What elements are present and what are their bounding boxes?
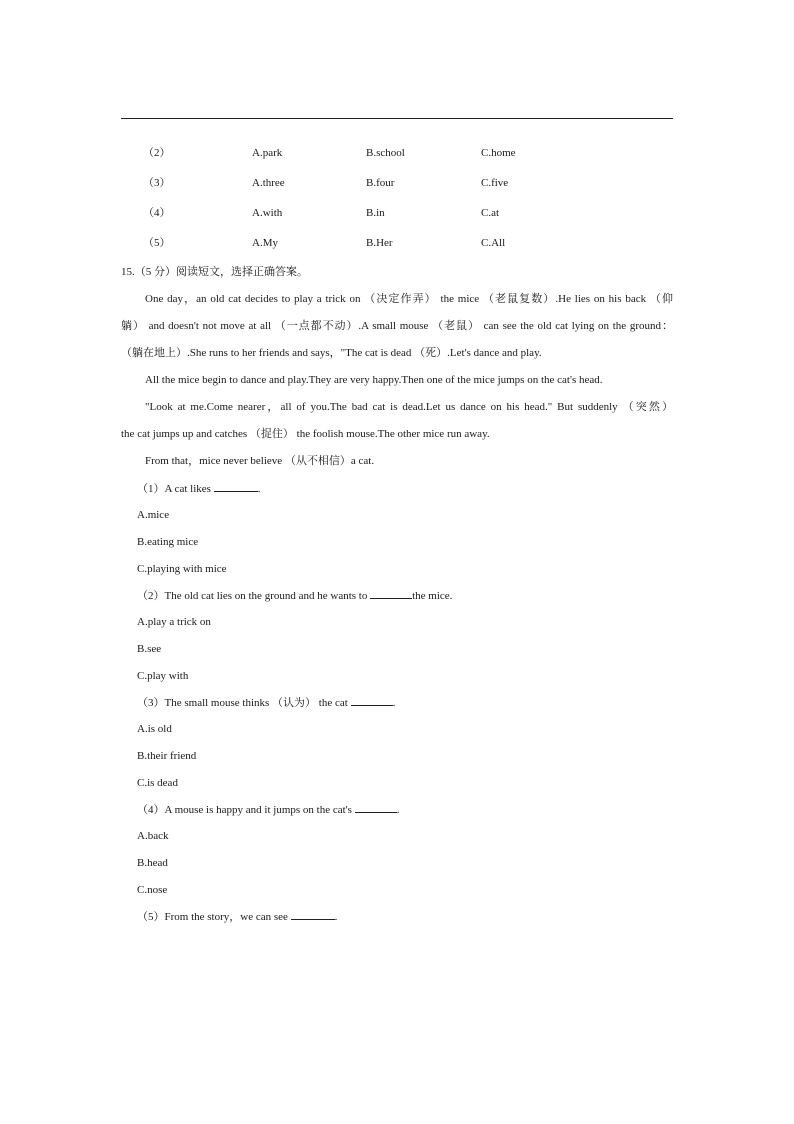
passage-line: "Look at me.Come nearer，all of you.The bad cat is dead.Let us dance on his head." But suddenly （突然） [145,401,673,413]
option-a: A.with [252,207,283,219]
sub-question-tail: . [257,483,261,495]
passage-line: From that，mice never believe （从不相信）a cat. [145,455,375,467]
option-row [0,235,794,251]
sub-question-tail: the mice. [412,590,453,602]
sub-question [137,801,399,817]
option-c: C.five [481,177,509,189]
answer-option: C.playing with mice [137,563,227,575]
answer-option: B.their friend [137,750,197,762]
sub-question-tail: . [392,697,396,709]
answer-blank[interactable] [355,801,397,813]
passage-line: One day，an old cat decides to play a trick on （决定作弄） the mice （老鼠复数）.He lies on his back （仰 [145,293,673,305]
option-c: C.All [481,237,506,249]
option-row-number: （4） [143,207,171,219]
option-c: C.home [481,147,516,159]
passage-line: the cat jumps up and catches （捉住） the foolish mouse.The other mice run away. [121,428,490,440]
sub-question [137,587,452,603]
answer-option: C.play with [137,670,189,682]
passage-line: （躺在地上）.She runs to her friends and says，"The cat is dead （死）.Let's dance and play. [121,347,542,359]
sub-question-text: （5）From the story，we can see [137,911,291,923]
answer-option: B.see [137,643,162,655]
answer-blank[interactable] [351,694,393,706]
option-b: B.in [366,207,385,219]
sub-question-text: （2）The old cat lies on the ground and he wants to [137,590,371,602]
option-row-number: （3） [143,177,171,189]
option-b: B.four [366,177,395,189]
option-row [0,205,794,221]
option-row [0,175,794,191]
answer-option: B.head [137,857,168,869]
header-rule [121,118,673,119]
sub-question-tail: . [396,804,400,816]
sub-question-text: （1）A cat likes [137,483,214,495]
option-a: A.My [252,237,278,249]
answer-option: A.mice [137,509,170,521]
passage-line: 躺） and doesn't not move at all （一点都不动）.A small mouse （老鼠） can see the old cat lying on the ground： [121,320,673,332]
sub-question [137,908,337,924]
sub-question-text: （3）The small mouse thinks （认为） the cat [137,697,351,709]
answer-option: A.play a trick on [137,616,211,628]
answer-option: A.back [137,830,169,842]
option-row [0,145,794,161]
option-b: B.Her [366,237,393,249]
question-heading: 15.（5 分）阅读短文，选择正确答案。 [121,266,308,278]
sub-question [137,480,260,496]
option-b: B.school [366,147,405,159]
answer-blank[interactable] [214,480,258,492]
answer-option: B.eating mice [137,536,199,548]
option-row-number: （5） [143,237,171,249]
sub-question [137,694,395,710]
sub-question-tail: . [334,911,338,923]
option-c: C.at [481,207,500,219]
answer-option: C.nose [137,884,168,896]
answer-blank[interactable] [370,587,412,599]
option-a: A.three [252,177,285,189]
answer-option: A.is old [137,723,172,735]
option-a: A.park [252,147,283,159]
answer-option: C.is dead [137,777,178,789]
answer-blank[interactable] [291,908,335,920]
passage-line: All the mice begin to dance and play.They are very happy.Then one of the mice jumps on the cat's head. [145,374,603,386]
sub-question-text: （4）A mouse is happy and it jumps on the cat's [137,804,355,816]
option-row-number: （2） [143,147,171,159]
